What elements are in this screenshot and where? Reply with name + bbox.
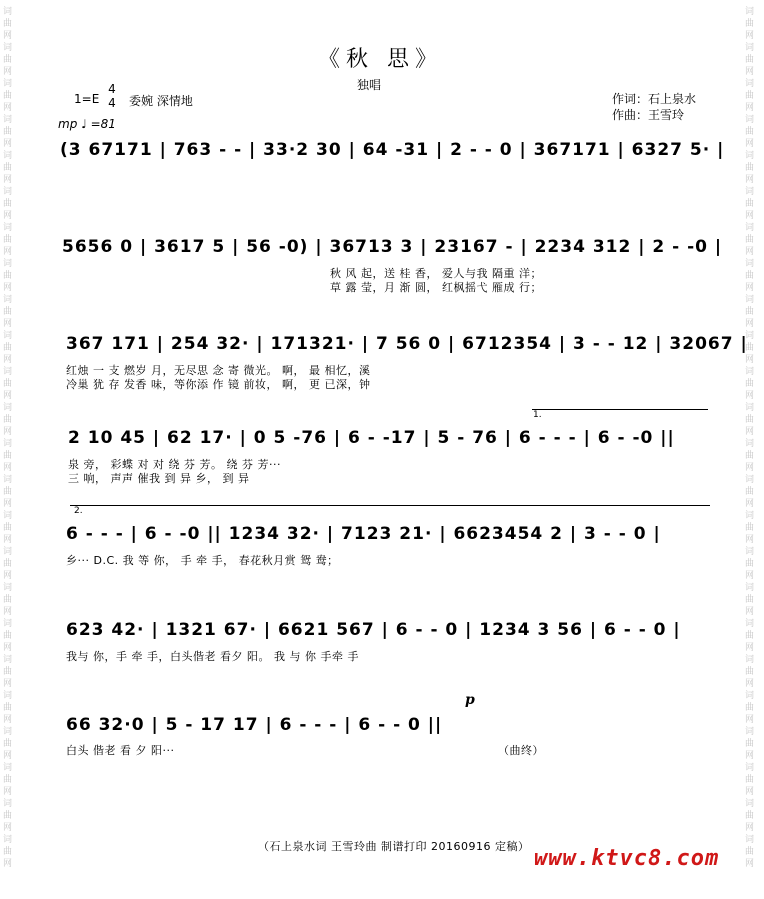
watermark-char: 词 — [3, 223, 13, 233]
watermark-char: 网 — [745, 679, 755, 689]
watermark-char: 网 — [3, 751, 13, 761]
watermark-char: 词 — [745, 151, 755, 161]
watermark-char: 网 — [745, 319, 755, 329]
watermark-char: 词 — [745, 763, 755, 773]
watermark-char: 网 — [3, 463, 13, 473]
watermark-char: 网 — [745, 499, 755, 509]
watermark-char: 曲 — [3, 847, 13, 857]
score-line-6-lyrics-1: 我与 你，手 牵 手，白头偕老 看夕 阳。 我 与 你 手牵 手 — [66, 650, 359, 663]
volta-2-line — [70, 505, 710, 506]
watermark-char: 曲 — [745, 487, 755, 497]
watermark-char: 曲 — [3, 451, 13, 461]
watermark-char: 词 — [745, 403, 755, 413]
score-subtitle: 独唱 — [357, 78, 382, 92]
watermark-char: 网 — [3, 535, 13, 545]
watermark-char: 词 — [3, 187, 13, 197]
watermark-char: 曲 — [3, 523, 13, 533]
watermark-char: 网 — [3, 571, 13, 581]
watermark-char: 词 — [745, 547, 755, 557]
watermark-char: 网 — [745, 787, 755, 797]
watermark-char: 网 — [745, 67, 755, 77]
watermark-char: 网 — [3, 715, 13, 725]
site-logo: www.ktvc8.com — [534, 846, 720, 871]
watermark-char: 曲 — [745, 271, 755, 281]
watermark-char: 词 — [3, 691, 13, 701]
watermark-char: 曲 — [745, 775, 755, 785]
watermark-char: 词 — [745, 475, 755, 485]
score-line-2-lyrics-1: 秋 风 起，送 桂 香， 爱人与我 隔重 洋； — [330, 267, 542, 280]
watermark-char: 词 — [3, 367, 13, 377]
watermark-char: 网 — [3, 643, 13, 653]
watermark-char: 网 — [745, 463, 755, 473]
watermark-char: 词 — [3, 151, 13, 161]
watermark-char: 曲 — [3, 199, 13, 209]
watermark-char: 词 — [3, 43, 13, 53]
watermark-char: 网 — [3, 427, 13, 437]
time-bottom: 4 — [108, 96, 116, 110]
watermark-char: 曲 — [3, 19, 13, 29]
watermark-char: 网 — [3, 391, 13, 401]
watermark-char: 曲 — [745, 595, 755, 605]
watermark-char: 曲 — [745, 235, 755, 245]
watermark-char: 曲 — [3, 235, 13, 245]
watermark-char: 词 — [3, 799, 13, 809]
score-line-7-lyrics-1: 白头 偕老 看 夕 阳··· — [66, 744, 175, 757]
watermark-char: 词 — [745, 799, 755, 809]
score-line-6-notes: 623 42· | 1321 67· | 6621 567 | 6 - - 0 | 1234 3 56 | 6 - - 0 | — [66, 620, 681, 640]
watermark-char: 曲 — [3, 163, 13, 173]
watermark-char: 网 — [745, 715, 755, 725]
score-line-5-notes: 6 - - - | 6 - -0 || 1234 32· | 7123 21· | 6623454 2 | 3 - - 0 | — [66, 524, 661, 544]
watermark-char: 网 — [745, 103, 755, 113]
watermark-char: 词 — [3, 403, 13, 413]
watermark-char: 曲 — [745, 667, 755, 677]
watermark-char: 网 — [745, 535, 755, 545]
watermark-char: 曲 — [745, 343, 755, 353]
watermark-char: 曲 — [3, 631, 13, 641]
watermark-char: 网 — [3, 859, 13, 869]
watermark-char: 网 — [745, 823, 755, 833]
watermark-char: 词 — [745, 691, 755, 701]
score-line-2-notes: 5656 0 | 3617 5 | 56 -0) | 36713 3 | 23167 - | 2234 312 | 2 - -0 | — [62, 237, 723, 257]
watermark-char: 词 — [745, 79, 755, 89]
watermark-char: 词 — [3, 619, 13, 629]
score-line-3-lyrics-2: 冷巢 犹 存 发香 味，等你添 作 镜 前妆， 啊， 更 已深，钟 — [66, 378, 371, 391]
watermark-left — [3, 6, 21, 870]
volta-1-line — [532, 409, 708, 410]
watermark-char: 曲 — [745, 451, 755, 461]
watermark-char: 曲 — [3, 379, 13, 389]
watermark-char: 曲 — [3, 703, 13, 713]
watermark-char: 词 — [3, 475, 13, 485]
score-line-4-lyrics-1: 泉 旁， 彩蝶 对 对 绕 芬 芳。 绕 芬 芳··· — [68, 458, 281, 471]
watermark-char: 词 — [745, 187, 755, 197]
watermark-char: 词 — [745, 223, 755, 233]
score-line-5-lyrics-1: 乡··· D.C. 我 等 你， 手 牵 手， 春花秋月赏 鸳 鸯； — [66, 554, 339, 567]
watermark-char: 网 — [745, 571, 755, 581]
watermark-char: 网 — [745, 247, 755, 257]
watermark-char: 曲 — [745, 703, 755, 713]
volta-2-label: 2. — [74, 506, 83, 516]
score-line-2-lyrics-2: 草 露 莹，月 渐 圆， 红枫摇弋 雁成 行； — [330, 281, 542, 294]
watermark-char: 曲 — [745, 739, 755, 749]
watermark-char: 网 — [3, 247, 13, 257]
watermark-char: 词 — [745, 511, 755, 521]
dynamic-p: p — [465, 692, 475, 708]
watermark-char: 网 — [745, 175, 755, 185]
watermark-char: 曲 — [745, 91, 755, 101]
watermark-right — [745, 6, 763, 870]
watermark-char: 词 — [745, 439, 755, 449]
watermark-char: 网 — [745, 211, 755, 221]
watermark-char: 网 — [3, 175, 13, 185]
watermark-char: 词 — [3, 79, 13, 89]
watermark-char: 曲 — [745, 55, 755, 65]
watermark-char: 网 — [745, 391, 755, 401]
watermark-char: 曲 — [3, 775, 13, 785]
watermark-char: 词 — [745, 7, 755, 17]
score-line-1-notes: (3 67171 | 763 - - | 33·2 30 | 64 -31 | 2 - - 0 | 367171 | 6327 5· | — [60, 140, 725, 160]
watermark-char: 网 — [745, 283, 755, 293]
watermark-char: 词 — [3, 259, 13, 269]
end-mark: （曲终） — [498, 744, 544, 757]
watermark-char: 词 — [3, 439, 13, 449]
watermark-char: 词 — [3, 115, 13, 125]
watermark-char: 曲 — [3, 811, 13, 821]
watermark-char: 词 — [745, 295, 755, 305]
watermark-char: 词 — [3, 835, 13, 845]
watermark-char: 网 — [745, 31, 755, 41]
watermark-char: 网 — [3, 787, 13, 797]
watermark-char: 词 — [745, 115, 755, 125]
watermark-char: 曲 — [745, 127, 755, 137]
watermark-char: 曲 — [745, 415, 755, 425]
watermark-char: 曲 — [745, 523, 755, 533]
watermark-char: 词 — [745, 835, 755, 845]
watermark-char: 网 — [745, 139, 755, 149]
score-line-7-notes: 66 32·0 | 5 - 17 17 | 6 - - - | 6 - - 0 || — [66, 715, 443, 735]
watermark-char: 词 — [745, 727, 755, 737]
footer-credit: （石上泉水词 王雪玲曲 制谱打印 20160916 定稿） — [258, 840, 530, 853]
watermark-char: 曲 — [3, 307, 13, 317]
watermark-char: 曲 — [3, 559, 13, 569]
watermark-char: 曲 — [745, 19, 755, 29]
watermark-char: 曲 — [745, 379, 755, 389]
watermark-char: 词 — [745, 331, 755, 341]
watermark-char: 网 — [3, 139, 13, 149]
watermark-char: 曲 — [3, 271, 13, 281]
watermark-char: 网 — [3, 211, 13, 221]
time-signature — [106, 82, 118, 110]
score-line-3-lyrics-1: 红烛 一 支 燃岁 月，无尽思 念 寄 微光。 啊， 最 相忆，溪 — [66, 364, 371, 377]
watermark-char: 网 — [3, 355, 13, 365]
watermark-char: 网 — [3, 103, 13, 113]
watermark-char: 词 — [3, 655, 13, 665]
expression-mark: 委婉 深情地 — [129, 94, 193, 108]
watermark-char: 曲 — [3, 343, 13, 353]
watermark-char: 词 — [3, 295, 13, 305]
watermark-char: 网 — [3, 499, 13, 509]
watermark-char: 曲 — [745, 163, 755, 173]
watermark-char: 网 — [3, 607, 13, 617]
watermark-char: 词 — [3, 547, 13, 557]
watermark-char: 网 — [3, 679, 13, 689]
tempo-mark: mp ♩ =81 — [58, 117, 116, 131]
watermark-char: 词 — [3, 331, 13, 341]
watermark-char: 曲 — [3, 595, 13, 605]
watermark-char: 曲 — [3, 415, 13, 425]
watermark-char: 词 — [3, 727, 13, 737]
time-top: 4 — [108, 82, 116, 96]
score-line-4-lyrics-2: 三 响， 声声 催我 到 异 乡， 到 异 — [68, 472, 250, 485]
watermark-char: 网 — [745, 859, 755, 869]
score-title: 《秋 思》 — [318, 47, 443, 72]
watermark-char: 曲 — [745, 811, 755, 821]
watermark-char: 词 — [3, 583, 13, 593]
watermark-char: 曲 — [3, 667, 13, 677]
score-line-3-notes: 367 171 | 254 32· | 171321· | 7 56 0 | 6712354 | 3 - - 12 | 32067 | — [66, 334, 748, 354]
watermark-char: 词 — [3, 763, 13, 773]
watermark-char: 曲 — [745, 631, 755, 641]
watermark-char: 网 — [745, 607, 755, 617]
watermark-char: 曲 — [3, 487, 13, 497]
lyricist-credit: 作词：石上泉水 — [612, 92, 697, 106]
watermark-char: 曲 — [3, 127, 13, 137]
composer-credit: 作曲：王雪玲 — [612, 108, 685, 122]
watermark-char: 曲 — [745, 307, 755, 317]
watermark-char: 曲 — [745, 559, 755, 569]
watermark-char: 网 — [745, 643, 755, 653]
volta-1-label: 1. — [533, 410, 542, 420]
watermark-char: 网 — [3, 31, 13, 41]
watermark-char: 网 — [3, 823, 13, 833]
watermark-char: 词 — [3, 511, 13, 521]
watermark-char: 曲 — [745, 199, 755, 209]
watermark-char: 词 — [745, 619, 755, 629]
watermark-char: 词 — [745, 259, 755, 269]
watermark-char: 曲 — [3, 91, 13, 101]
watermark-char: 词 — [745, 583, 755, 593]
watermark-char: 网 — [745, 427, 755, 437]
watermark-char: 曲 — [3, 55, 13, 65]
key-signature: 1=E — [74, 92, 100, 106]
watermark-char: 网 — [745, 751, 755, 761]
watermark-char: 曲 — [3, 739, 13, 749]
watermark-char: 网 — [745, 355, 755, 365]
watermark-char: 曲 — [745, 847, 755, 857]
watermark-char: 词 — [745, 655, 755, 665]
watermark-char: 词 — [745, 43, 755, 53]
watermark-char: 网 — [3, 67, 13, 77]
score-line-4-notes: 2 10 45 | 62 17· | 0 5 -76 | 6 - -17 | 5 - 76 | 6 - - - | 6 - -0 || — [68, 428, 675, 448]
watermark-char: 词 — [3, 7, 13, 17]
watermark-char: 网 — [3, 283, 13, 293]
watermark-char: 网 — [3, 319, 13, 329]
watermark-char: 词 — [745, 367, 755, 377]
